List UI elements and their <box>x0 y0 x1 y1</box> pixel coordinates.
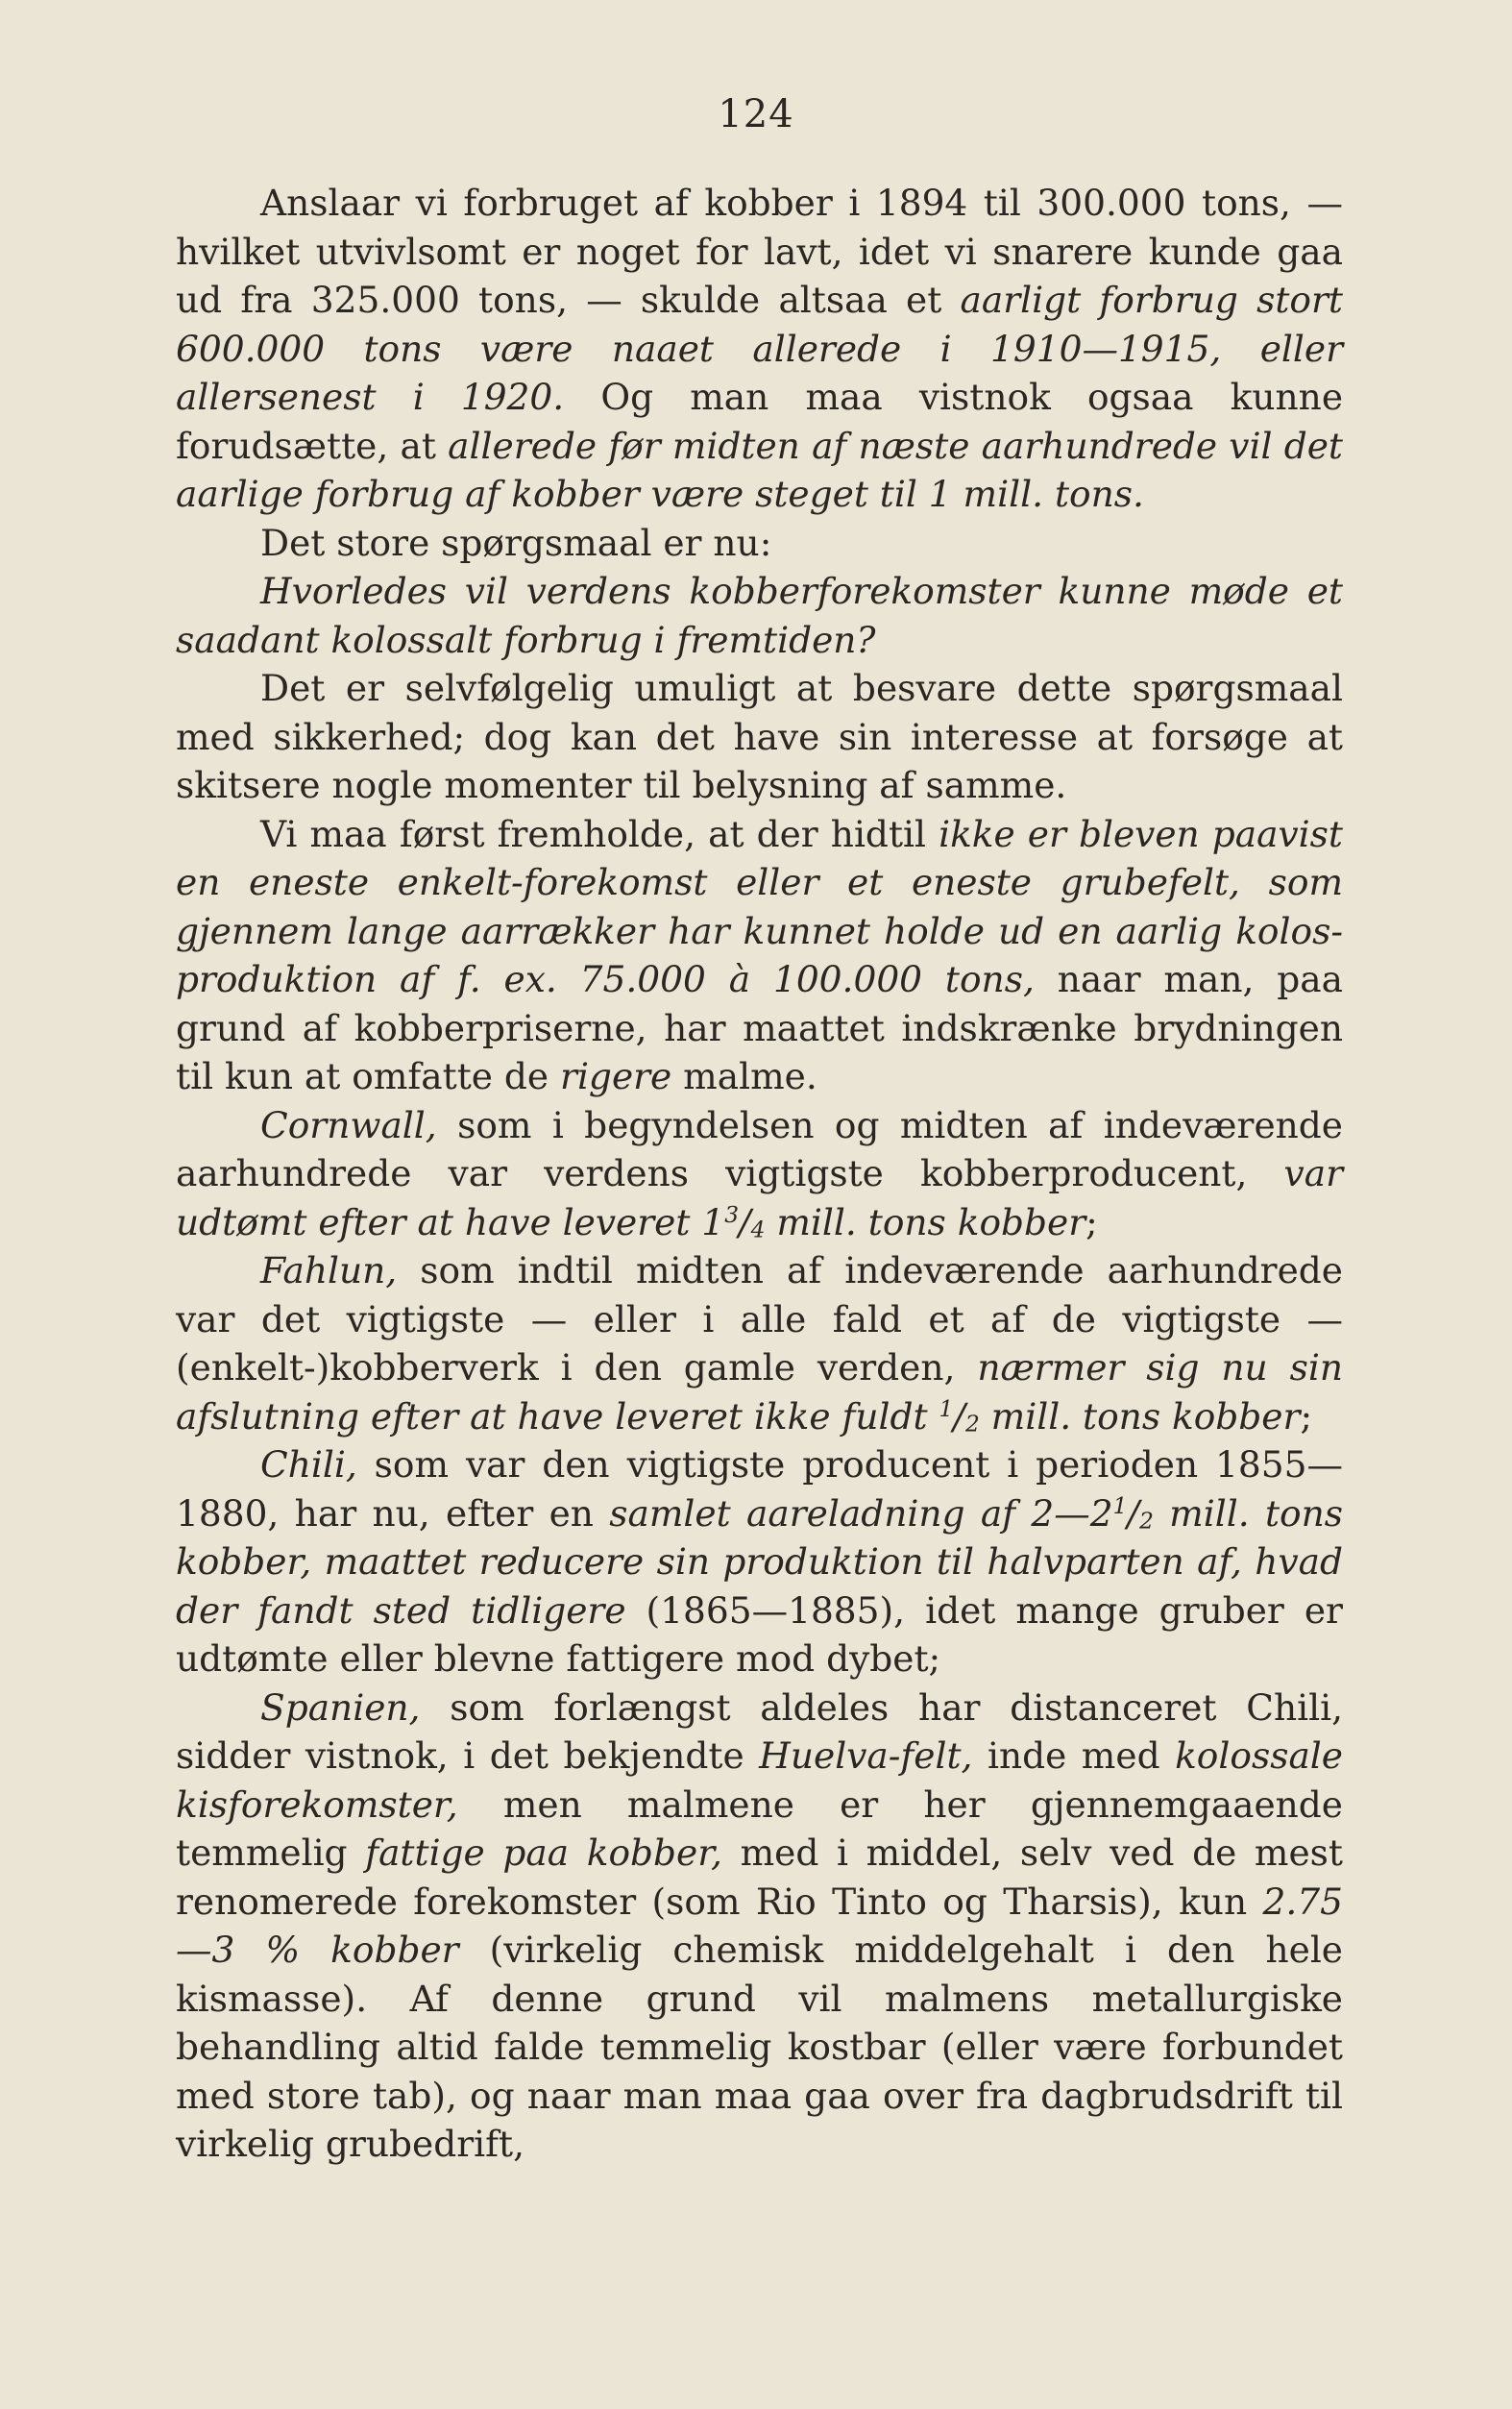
italic-text: ikke er bleven paavist en eneste enkelt-forekomst eller et eneste grubefelt, som gjennem lange aarrækker har kunnet holde ud en aarlig kolos-produktion af f. ex. 75.000 à 100.000 tons, <box>176 812 1343 1000</box>
paragraph <box>176 519 1343 568</box>
italic-text: / <box>1127 1491 1140 1535</box>
italic-text: / <box>739 1200 751 1243</box>
italic-text: kolossale kisforekomster, <box>176 1734 1343 1826</box>
body-text <box>176 179 1343 2169</box>
text-run: som forlængst aldeles har distanceret Chili, sidder vistnok, i det bekjendte <box>176 1685 1343 1777</box>
text-run: som i begyndelsen og midten af indeværende aarhundrede var verdens vigtigste kobberproducent, <box>176 1103 1343 1194</box>
paragraph <box>176 567 1343 664</box>
paragraph <box>176 1440 1343 1684</box>
paragraph <box>176 810 1343 1101</box>
italic-text: rigere <box>560 1055 672 1097</box>
text-run: naar man, paa grund af kobberpriserne, har maattet indskrænke brydningen til kun at omfatte de <box>176 958 1343 1097</box>
italic-text: mill. tons kobber <box>979 1394 1301 1438</box>
italic-text: / <box>953 1394 965 1438</box>
text-run: malme. <box>671 1055 817 1097</box>
italic-text: nærmer sig nu sin afslutning efter at have leveret ikke fuldt <box>176 1346 1343 1438</box>
text-run: som var den vigtigste producent i perioden 1855—1880, har nu, efter en <box>176 1443 1343 1535</box>
italic-text: samlet aareladning af 2—2 <box>609 1491 1113 1535</box>
paragraph <box>176 1684 1343 2169</box>
italic-text: Fahlun, <box>260 1249 398 1291</box>
text-run: ; <box>1085 1200 1098 1243</box>
text-run: (1865—1885), idet mange gruber er udtømte eller blevne fattigere mod dybet; <box>176 1588 1343 1680</box>
text-run: med i middel, selv ved de mest renomerede forekomster (som Rio Tinto og Tharsis), kun <box>176 1831 1343 1923</box>
italic-text: 2.75—3 % kobber <box>176 1880 1343 1971</box>
italic-text: fattige paa kobber, <box>365 1831 722 1874</box>
text-run: inde med <box>972 1734 1176 1777</box>
italic-text: Chili, <box>260 1443 357 1486</box>
italic-text: 2 <box>964 1410 980 1437</box>
text-run: ; <box>1300 1394 1313 1438</box>
italic-text: Hvorledes vil verdens kobberforekomster kunne møde et saadant kolossalt forbrug i fremtiden? <box>176 570 1343 661</box>
italic-text: var udtømt efter at have leveret 1 <box>176 1152 1343 1243</box>
italic-text: 1 <box>1112 1492 1128 1519</box>
text-run: Det store spørgsmaal er nu: <box>260 521 772 564</box>
italic-text: allerede før midten af næste aarhundrede vil det aarlige forbrug af kobber være steget til 1 mill. tons. <box>176 424 1343 515</box>
text-run: (virkelig chemisk middelgehalt i den hele kismasse). Af denne grund vil malmens metallurgiske behandling altid falde temmelig kostbar (eller være forbundet med store tab), og naar man maa gaa over fra dagbrudsdrift til virkelig grubedrift, <box>176 1929 1343 2165</box>
italic-text: aarligt forbrug stort 600.000 tons være naaet allerede i 1910—1915, eller allersenest i 1920. <box>176 279 1343 418</box>
italic-text: mill. tons kobber <box>765 1200 1086 1243</box>
text-run: men malmene er her gjennemgaaende temmelig <box>176 1782 1343 1874</box>
italic-text: Spanien, <box>260 1685 421 1729</box>
italic-text: 3 <box>724 1201 740 1228</box>
text-run: Anslaar vi forbruget af kobber i 1894 til 300.000 tons, — hvilket utvivlsomt er noget for lavt, idet vi snarere kunde gaa ud fra 325.000 tons, — skulde altsaa et <box>176 182 1343 321</box>
italic-text: 1 <box>939 1395 954 1422</box>
page-number: 124 <box>718 92 794 136</box>
paragraph <box>176 1101 1343 1247</box>
italic-text: 2 <box>1139 1507 1154 1534</box>
italic-text: Huelva-felt, <box>759 1734 973 1777</box>
text-run: Det er selvfølgelig umuligt at besvare dette spørgsmaal med sikkerhed; dog kan det have sin interesse at forsøge at skitsere nogle momenter til belysning af samme. <box>176 667 1343 806</box>
italic-text: mill. tons kobber, maattet reducere sin produktion til halvparten af, hvad der fandt sted tidligere <box>176 1491 1344 1632</box>
text-run: som indtil midten af indeværende aarhundrede var det vigtigste — eller i alle fald et af de vigtigste — (enkelt-)kobberverk i den gamle verden, <box>176 1249 1343 1389</box>
text-run: Og man maa vistnok ogsaa kunne forudsætte, at <box>176 376 1344 467</box>
text-run: Vi maa først fremholde, at der hidtil <box>260 812 939 855</box>
paragraph <box>176 664 1343 810</box>
italic-text: 4 <box>750 1216 766 1242</box>
paragraph <box>176 1246 1343 1440</box>
paragraph <box>176 179 1343 519</box>
italic-text: Cornwall, <box>260 1103 437 1146</box>
